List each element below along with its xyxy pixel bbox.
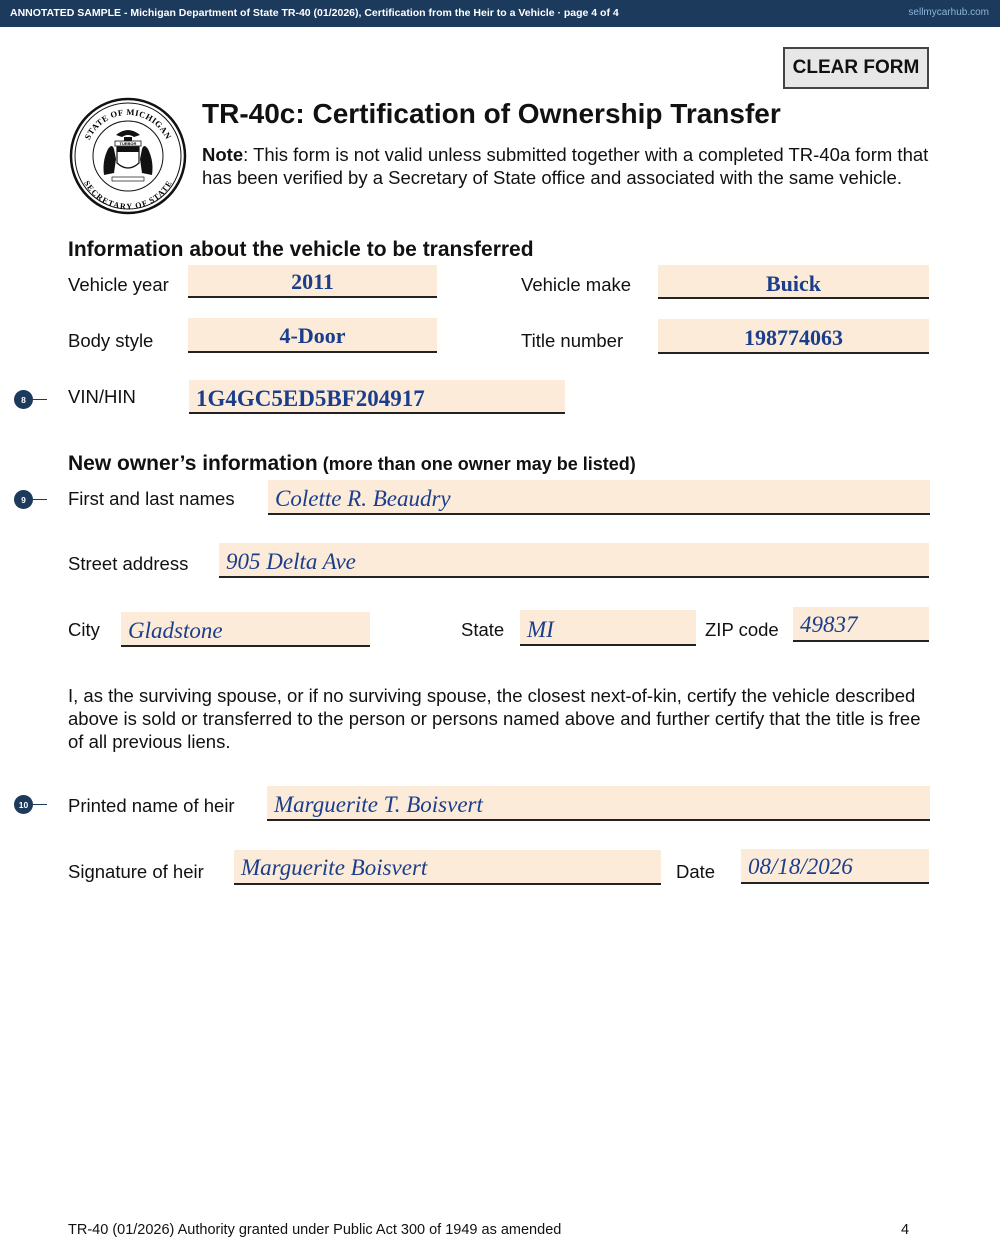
state-field[interactable]: MI bbox=[520, 610, 696, 646]
zip-code-label: ZIP code bbox=[705, 619, 779, 640]
annotation-banner bbox=[0, 0, 1000, 27]
vehicle-make-label: Vehicle make bbox=[521, 274, 632, 295]
zip-code-field[interactable]: 49837 bbox=[793, 607, 929, 642]
city-field[interactable]: Gladstone bbox=[121, 612, 370, 647]
marker-line bbox=[32, 499, 47, 500]
annotation-marker-10: 10 bbox=[14, 795, 33, 814]
vehicle-section-heading: Information about the vehicle to be transferred bbox=[68, 238, 534, 261]
title-number-label: Title number bbox=[521, 330, 624, 351]
heir-printed-name-field[interactable]: Marguerite T. Boisvert bbox=[267, 786, 930, 821]
form-title: TR-40c: Certification of Ownership Transfer bbox=[202, 98, 781, 129]
body-style-label: Body style bbox=[68, 330, 154, 351]
state-label: State bbox=[461, 619, 505, 640]
owner-heading-sub: (more than one owner may be listed) bbox=[317, 454, 636, 474]
owner-name-field[interactable]: Colette R. Beaudry bbox=[268, 480, 930, 515]
michigan-seal-icon bbox=[68, 97, 188, 215]
vehicle-year-label: Vehicle year bbox=[68, 274, 169, 295]
banner-site[interactable]: sellmycarhub.com bbox=[908, 7, 989, 18]
certification-statement: I, as the surviving spouse, or if no surviving spouse, the closest next-of-kin, certify the vehicle described above is sold or transferred to the person or persons named above and further certify that the title is free of all previous liens. bbox=[68, 685, 921, 752]
owner-section-heading bbox=[68, 452, 636, 476]
form-note bbox=[202, 143, 932, 189]
heir-signature-label: Signature of heir bbox=[68, 861, 204, 882]
heir-printed-name-label: Printed name of heir bbox=[68, 795, 235, 816]
date-field[interactable]: 08/18/2026 bbox=[741, 849, 929, 884]
title-number-field[interactable]: 198774063 bbox=[658, 319, 929, 354]
seal-bottom-text: SECRETARY OF STATE bbox=[82, 179, 174, 212]
heir-signature-field[interactable]: Marguerite Boisvert bbox=[234, 850, 661, 885]
owner-name-label: First and last names bbox=[68, 488, 235, 509]
footer-page-number: 4 bbox=[901, 1222, 910, 1238]
banner-title: ANNOTATED SAMPLE - Michigan Department of State TR-40 (01/2026), Certification from the Heir to a Vehicle · page 4 of 4 bbox=[10, 7, 619, 19]
note-label: Note bbox=[202, 144, 244, 165]
marker-line bbox=[32, 804, 47, 805]
city-label: City bbox=[68, 619, 100, 640]
body-style-field[interactable]: 4-Door bbox=[188, 318, 437, 353]
footer-authority: TR-40 (01/2026) Authority granted under Public Act 300 of 1949 as amended bbox=[68, 1222, 562, 1238]
street-address-label: Street address bbox=[68, 553, 189, 574]
vehicle-make-field[interactable]: Buick bbox=[658, 265, 929, 299]
owner-heading-main: New owner’s information bbox=[68, 452, 318, 475]
street-address-field[interactable]: 905 Delta Ave bbox=[219, 543, 929, 578]
annotation-marker-8: 8 bbox=[14, 390, 33, 409]
clear-form-button[interactable]: CLEAR FORM bbox=[783, 47, 929, 89]
annotation-marker-9: 9 bbox=[14, 490, 33, 509]
seal-top-text: STATE OF MICHIGAN bbox=[82, 106, 174, 142]
vin-field[interactable]: 1G4GC5ED5BF204917 bbox=[189, 380, 565, 414]
vehicle-year-field[interactable]: 2011 bbox=[188, 265, 437, 298]
seal-motto: TUEBOR bbox=[119, 141, 137, 147]
date-label: Date bbox=[676, 861, 716, 882]
note-text: : This form is not valid unless submitted together with a completed TR-40a form that has been verified by a Secretary of State office and associated with the same vehicle. bbox=[202, 144, 929, 188]
marker-line bbox=[32, 399, 47, 400]
vin-label: VIN/HIN bbox=[68, 386, 136, 407]
